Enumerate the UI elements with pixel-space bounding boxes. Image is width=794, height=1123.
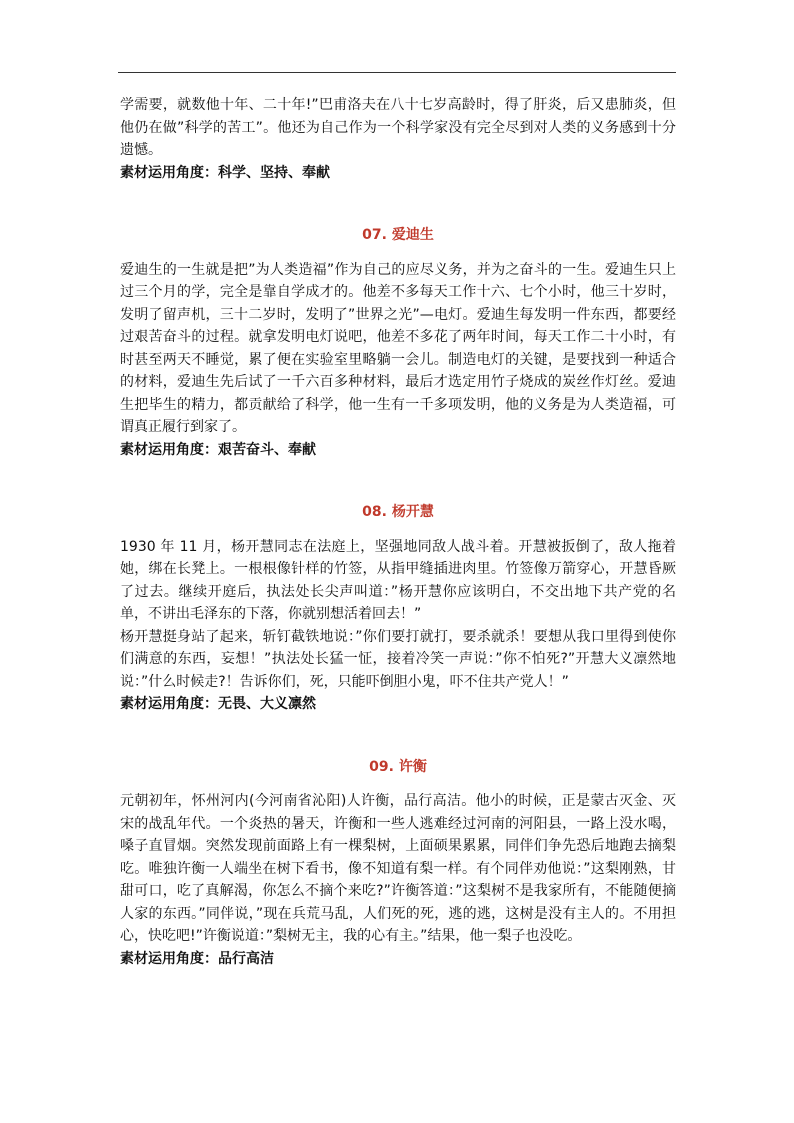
intro-paragraph: 学需要，就数他十年、二十年!”巴甫洛夫在八十七岁高龄时，得了肝炎，后又患肺炎，但他仍在做”科学的苦工”。他还为自己作为一个科学家没有完全尽到对人类的义务感到十分遗憾。 bbox=[120, 97, 676, 158]
section-title-xu-heng: 09. 许衡 bbox=[369, 758, 427, 775]
intro-usage-angle: 素材运用角度：科学、坚持、奉献 bbox=[120, 164, 330, 181]
section-paragraph: 元朝初年，怀州河内(今河南省沁阳)人许衡，品行高洁。他小的时候，正是蒙古灭金、灭宋的战乱年代。一个炎热的暑天，许衡和一些人逃难经过河南的河阳县，一路上没水喝，嗓子直冒烟。突然发现前面路上有一棵梨树，上面硕果累累，同伴们争先恐后地跑去摘梨吃。唯独许衡一人端坐在树下看书，像不知道有梨一样。有个同伴劝他说：”这梨刚熟，甘甜可口，吃了真解渴，你怎么不摘个来吃?”许衡答道：”这梨树不是我家所有，不能随便摘人家的东西。”同伴说，”现在兵荒马乱，人们死的死，逃的逃，这树是没有主人的。不用担心，快吃吧!”许衡说道：”梨树无主，我的心有主。”结果，他一梨子也没吃。 bbox=[120, 793, 676, 944]
header-rule bbox=[118, 72, 676, 73]
section-title-edison: 07. 爱迪生 bbox=[362, 227, 434, 243]
section-usage-angle: 素材运用角度：品行高洁 bbox=[120, 950, 274, 967]
section-paragraph: 杨开慧挺身站了起来，斩钉截铁地说：”你们要打就打，要杀就杀！要想从我口里得到使你们满意的东西，妄想！”执法处长猛一怔，接着冷笑一声说：”你不怕死?”开慧大义凛然地说：”什么时候走?！告诉你们，死，只能吓倒胆小鬼，吓不住共产党人！” bbox=[120, 628, 676, 690]
section-paragraph: 1930 年 11 月，杨开慧同志在法庭上，坚强地同敌人战斗着。开慧被扳倒了，敌人拖着她，绑在长凳上。一根根像针样的竹签，从指甲缝插进肉里。竹签像万箭穿心，开慧昏厥了过去。继续开庭后，执法处长尖声叫道：”杨开慧你应该明白，不交出地下共产党的名单，不讲出毛泽东的下落，你就别想活着回去！” bbox=[120, 538, 676, 622]
section-title-yang-kaihui: 08. 杨开慧 bbox=[362, 504, 434, 520]
section-paragraph: 爱迪生的一生就是把”为人类造福”作为自己的应尽义务，并为之奋斗的一生。爱迪生只上过三个月的学，完全是靠自学成才的。他差不多每天工作十六、七个小时，他三十岁时，发明了留声机，三十二岁时，发明了”世界之光”—电灯。爱迪生每发明一件东西，都要经过艰苦奋斗的过程。就拿发明电灯说吧，他差不多花了两年时间，每天工作二十小时，有时甚至两天不睡觉，累了便在实验室里略躺一会儿。制造电灯的关键，是要找到一种适合的材料，爱迪生先后试了一千六百多种材料，最后才选定用竹子烧成的炭丝作灯丝。爱迪生把毕生的精力，都贡献给了科学，他一生有一千多项发明，他的义务是为人类造福，可谓真正履行到家了。 bbox=[120, 261, 676, 435]
section-usage-angle: 素材运用角度：艰苦奋斗、奉献 bbox=[120, 441, 316, 458]
section-usage-angle: 素材运用角度：无畏、大义凛然 bbox=[120, 696, 316, 712]
document-body bbox=[120, 94, 676, 970]
